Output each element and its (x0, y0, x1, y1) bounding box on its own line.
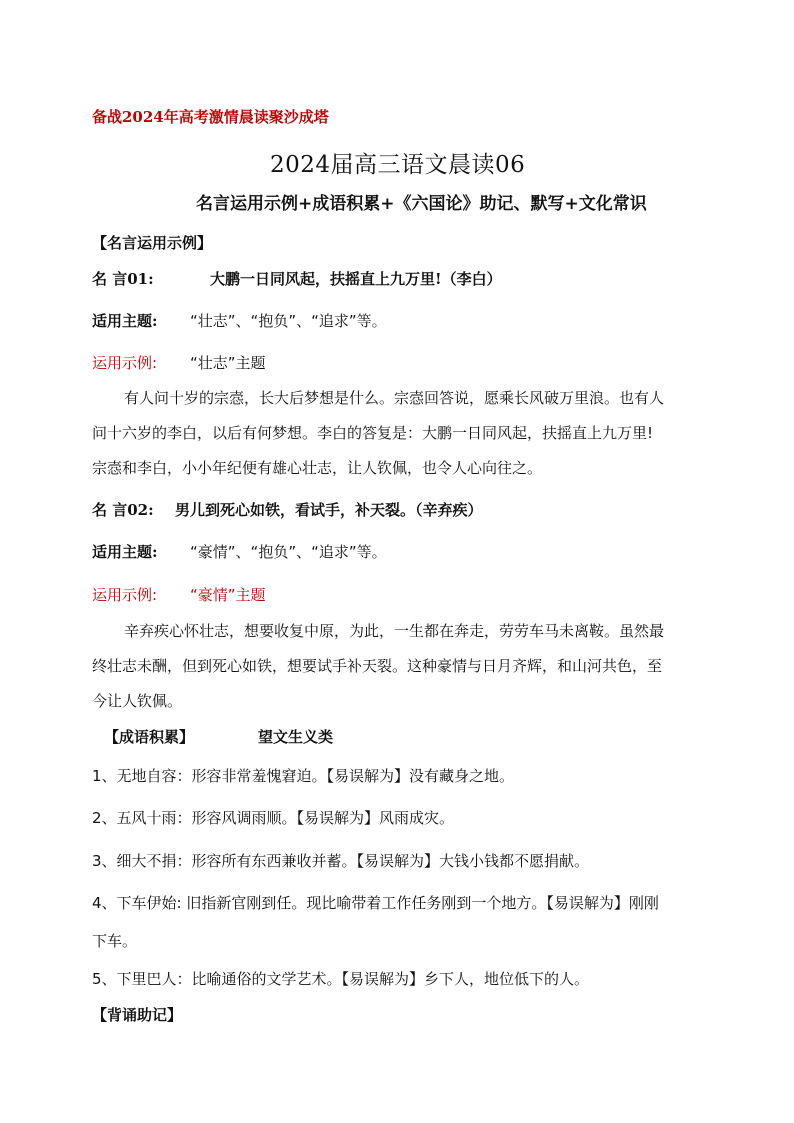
idiom-item: 4、下车伊始: 旧指新官刚到任。现比喻带着工作任务刚到一个地方。【易误解为】刚刚 (92, 894, 659, 912)
quote-2-label: 名 言02: (92, 501, 154, 519)
banner-text: 备战2024年高考激情晨读聚沙成塔 (92, 108, 329, 126)
section-heading-idioms: 【成语积累】 (104, 728, 195, 746)
quote-1-theme-label: 适用主题: (92, 312, 158, 330)
section-heading-memorize: 【背诵助记】 (92, 1006, 183, 1024)
page-subtitle: 名言运用示例+成语积累+《六国论》助记、默写+文化常识 (196, 194, 647, 214)
quote-2-example-label: 运用示例: (92, 586, 158, 604)
idiom-item: 2、五风十雨：形容风调雨顺。【易误解为】风雨成灾。 (92, 809, 455, 827)
quote-2-paragraph-line-1: 辛弃疾心怀壮志，想要收复中原，为此，一生都在奔走，劳劳车马未离鞍。虽然最 (124, 622, 665, 640)
quote-1-theme-text: “壮志”、“抱负”、“追求”等。 (190, 312, 387, 330)
quote-2-theme-label: 适用主题: (92, 543, 158, 561)
quote-1-example-theme: “壮志”主题 (190, 354, 266, 372)
quote-1-paragraph-line-3: 宗悫和李白，小小年纪便有雄心壮志，让人钦佩，也令人心向往之。 (92, 459, 543, 477)
quote-2-example-theme: “豪情”主题 (190, 586, 266, 604)
page-title: 2024届高三语文晨读06 (270, 152, 526, 178)
quote-1-paragraph-line-2: 问十六岁的李白，以后有何梦想。李白的答复是：大鹏一日同风起，扶摇直上九万里! (92, 424, 654, 442)
quote-2-text: 男儿到死心如铁，看试手，补天裂。（辛弃疾） (175, 501, 483, 519)
idiom-category: 望文生义类 (258, 728, 334, 746)
idiom-item-continuation: 下车。 (92, 932, 138, 950)
quote-1-example-label: 运用示例: (92, 354, 158, 372)
idiom-item: 5、下里巴人：比喻通俗的文学艺术。【易误解为】乡下人，地位低下的人。 (92, 970, 590, 988)
quote-2-theme-text: “豪情”、“抱负”、“追求”等。 (190, 543, 387, 561)
quote-2-paragraph-line-2: 终壮志未酬，但到死心如铁，想要试手补天裂。这种豪情与日月齐辉，和山河共色，至 (92, 657, 663, 675)
quote-1-paragraph-line-1: 有人问十岁的宗悫，长大后梦想是什么。宗悫回答说，愿乘长风破万里浪。也有人 (124, 389, 665, 407)
idiom-item: 3、细大不捐：形容所有东西兼收并蓄。【易误解为】大钱小钱都不愿捐献。 (92, 852, 590, 870)
section-heading-quotes: 【名言运用示例】 (92, 234, 213, 252)
idiom-item: 1、无地自容：形容非常羞愧窘迫。【易误解为】没有藏身之地。 (92, 767, 515, 785)
quote-1-label: 名 言01: (92, 270, 154, 288)
quote-2-paragraph-line-3: 今让人钦佩。 (92, 692, 183, 710)
quote-1-text: 大鹏一日同风起，扶摇直上九万里!（李白） (210, 270, 502, 288)
